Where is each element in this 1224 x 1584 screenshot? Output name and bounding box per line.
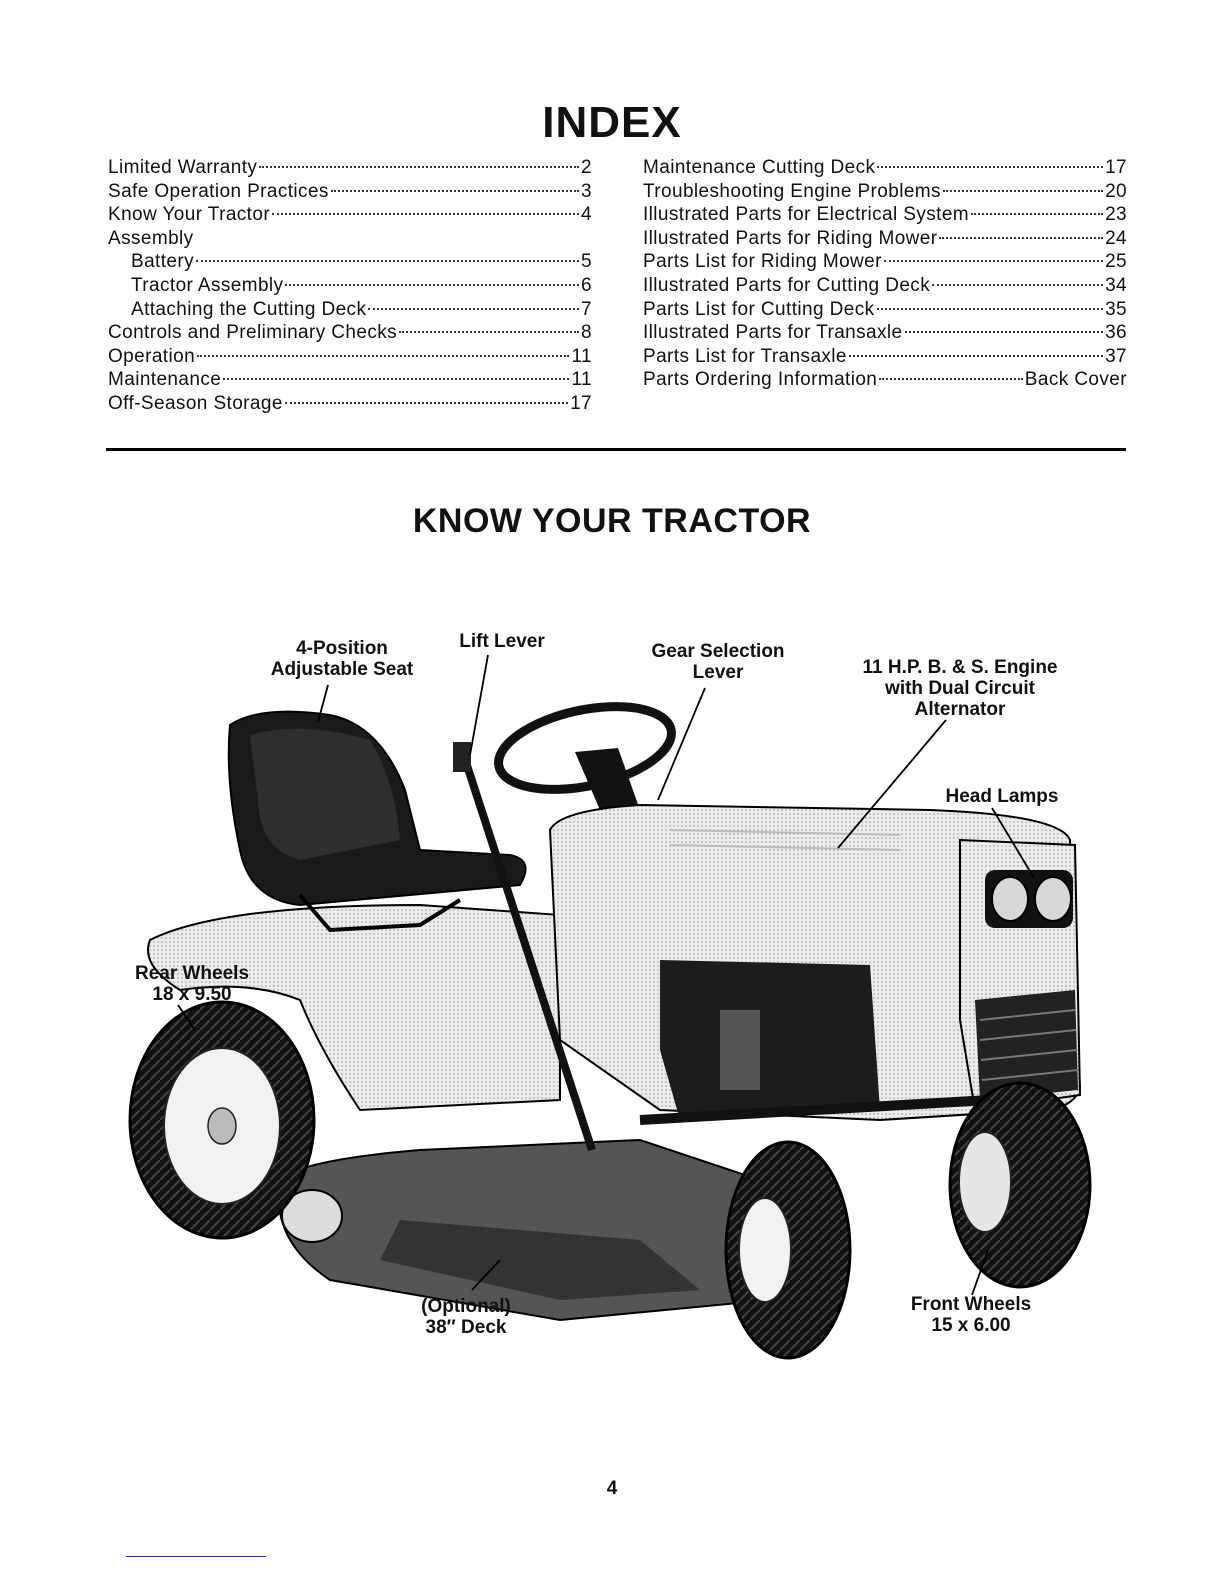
- index-entry-label: Illustrated Parts for Riding Mower: [643, 227, 938, 249]
- index-entry-label: Parts List for Riding Mower: [643, 251, 882, 273]
- index-entry-label: Parts Ordering Information: [643, 369, 878, 391]
- index-entry-page: 34: [1105, 274, 1127, 296]
- callout-deck: [406, 1296, 526, 1338]
- callout-line: 11 H.P. B. & S. Engine: [862, 657, 1058, 678]
- index-entry-label: Illustrated Parts for Transaxle: [643, 322, 903, 344]
- index-entry-label: Know Your Tractor: [108, 204, 271, 226]
- index-entry-page: 36: [1105, 322, 1127, 344]
- footer-line: [126, 1556, 266, 1557]
- index-entry-page: 17: [570, 392, 592, 414]
- index-entry-page: 17: [1105, 157, 1127, 178]
- callout-line: 18 x 9.50: [152, 984, 232, 1005]
- callout-head-lamps: [934, 786, 1070, 807]
- index-entry-page: 25: [1105, 251, 1127, 273]
- index-entry-label: Off-Season Storage: [108, 392, 283, 414]
- callout-line: Front Wheels: [910, 1294, 1032, 1315]
- index-entry-label: Tractor Assembly: [131, 274, 284, 296]
- index-entry-label: Parts List for Transaxle: [643, 345, 847, 367]
- callout-lift-lever: [442, 631, 562, 652]
- index-entry-label: Maintenance: [108, 369, 222, 391]
- callout-gear-selection-lever: [638, 641, 798, 683]
- index-entry-page: 20: [1105, 180, 1127, 202]
- callout-line: Adjustable Seat: [270, 659, 414, 680]
- index-entry-label: Safe Operation Practices: [108, 180, 329, 202]
- index-entry-label: Operation: [108, 345, 196, 367]
- index-entry-page: 7: [581, 298, 592, 320]
- index-entry-page: 24: [1105, 227, 1127, 249]
- callout-rear-wheels: [124, 963, 260, 1005]
- callout-line: 15 x 6.00: [931, 1315, 1011, 1336]
- callout-front-wheels: [896, 1294, 1046, 1336]
- index-entry-page: 23: [1105, 204, 1127, 226]
- index-entry-label: Illustrated Parts for Cutting Deck: [643, 274, 931, 296]
- index-entry-page: 37: [1105, 345, 1127, 367]
- index-entry-page: 8: [581, 322, 592, 344]
- callout-line: 38″ Deck: [425, 1317, 507, 1338]
- index-entry-page: 3: [581, 180, 592, 202]
- index-entry-label: Limited Warranty: [108, 157, 258, 178]
- callout-line: Head Lamps: [945, 786, 1059, 807]
- callout-line: Lever: [692, 662, 744, 683]
- callout-line: Alternator: [914, 699, 1006, 720]
- index-entry-page: 11: [571, 369, 592, 391]
- know-your-tractor-title: KNOW YOUR TRACTOR: [412, 502, 812, 540]
- callout-adjustable-seat: [262, 638, 422, 680]
- index-entry-page: Back Cover: [1024, 369, 1127, 391]
- index-entry-page: 2: [581, 157, 592, 178]
- index-entry-label: Attaching the Cutting Deck: [131, 298, 367, 320]
- index-entry-page: 5: [581, 251, 592, 273]
- callout-line: Lift Lever: [459, 631, 545, 652]
- index-entry-label: Troubleshooting Engine Problems: [643, 180, 941, 202]
- index-entry-page: 4: [581, 204, 592, 226]
- callout-engine: [842, 657, 1078, 720]
- index-entry-page: 35: [1105, 298, 1127, 320]
- index-entry-page: 6: [581, 274, 592, 296]
- callout-line: 4-Position: [296, 638, 388, 659]
- index-entry-label: Battery: [131, 251, 194, 273]
- callout-line: (Optional): [421, 1296, 511, 1317]
- index-title: INDEX: [542, 98, 682, 147]
- index-entry-label: Controls and Preliminary Checks: [108, 322, 398, 344]
- index-entry-label: Parts List for Cutting Deck: [643, 298, 875, 320]
- index-entry-label: Illustrated Parts for Electrical System: [643, 204, 970, 226]
- callout-line: Rear Wheels: [134, 963, 250, 984]
- callout-line: with Dual Circuit: [885, 678, 1035, 699]
- page-number: 4: [606, 1478, 618, 1499]
- index-entry-page: 11: [571, 345, 592, 367]
- index-entry-label: Assembly: [108, 227, 194, 249]
- index-entry-label: Maintenance Cutting Deck: [643, 157, 876, 178]
- callout-line: Gear Selection: [651, 641, 785, 662]
